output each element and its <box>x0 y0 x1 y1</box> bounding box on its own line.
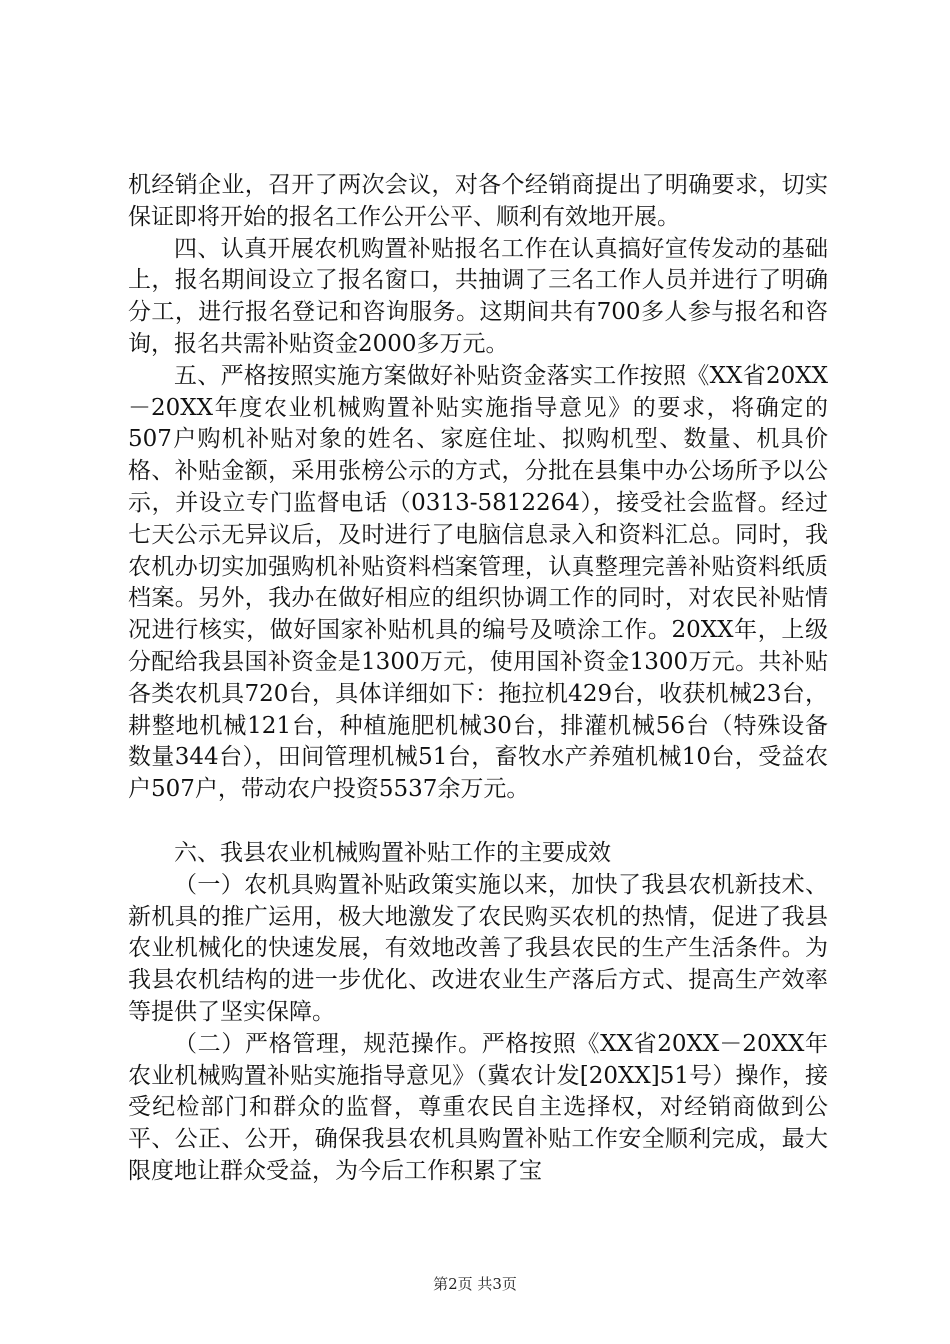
paragraph-continuation: 机经销企业，召开了两次会议，对各个经销商提出了明确要求，切实保证即将开始的报名工作公开公平、顺利有效地开展。 <box>128 172 828 230</box>
section-6-heading: 六、我县农业机械购置补贴工作的主要成效 <box>174 839 611 866</box>
paragraph-section-5: 五、严格按照实施方案做好补贴资金落实工作按照《XX省20XX－20XX年度农业机械购置补贴实施指导意见》的要求，将确定的507户购机补贴对象的姓名、家庭住址、拟购机型、数量、机具价格、补贴金额，采用张榜公示的方式，分批在县集中办公场所予以公示，并设立专门监督电话（0313-5812264），接受社会监督。经过七天公示无异议后，及时进行了电脑信息录入和资料汇总。同时，我农机办切实加强购机补贴资料档案管理，认真整理完善补贴资料纸质档案。另外，我办在做好相应的组织协调工作的同时，对农民补贴情况进行核实，做好国家补贴机具的编号及喷涂工作。20XX年，上级分配给我县国补资金是1300万元，使用国补资金1300万元。共补贴各类农机具720台，具体详细如下：拖拉机429台，收获机械23台，耕整地机械121台，种植施肥机械30台，排灌机械56台（特殊设备数量344台），田间管理机械51台，畜牧水产养殖机械10台，受益农户507户，带动农户投资5537余万元。 <box>128 362 828 803</box>
paragraph-section-4: 四、认真开展农机购置补贴报名工作在认真搞好宣传发动的基础上，报名期间设立了报名窗口，共抽调了三名工作人员并进行了明确分工，进行报名登记和咨询服务。这期间共有700多人参与报名和咨询，报名共需补贴资金2000多万元。 <box>128 235 828 357</box>
document-body <box>128 170 828 1188</box>
paragraph-subsection-1: （一）农机具购置补贴政策实施以来，加快了我县农机新技术、新机具的推广运用，极大地激发了农民购买农机的热情，促进了我县农业机械化的快速发展，有效地改善了我县农民的生产生活条件。为我县农机结构的进一步优化、改进农业生产落后方式、提高生产效率等提供了坚实保障。 <box>128 871 828 1025</box>
page-footer: 第2页 共3页 <box>433 1275 517 1293</box>
paragraph-subsection-2: （二）严格管理，规范操作。严格按照《XX省20XX－20XX年农业机械购置补贴实施指导意见》（冀农计发[20XX]51号）操作，接受纪检部门和群众的监督，尊重农民自主选择权，对经销商做到公平、公正、公开，确保我县农机具购置补贴工作安全顺利完成，最大限度地让群众受益，为今后工作积累了宝 <box>128 1030 828 1184</box>
